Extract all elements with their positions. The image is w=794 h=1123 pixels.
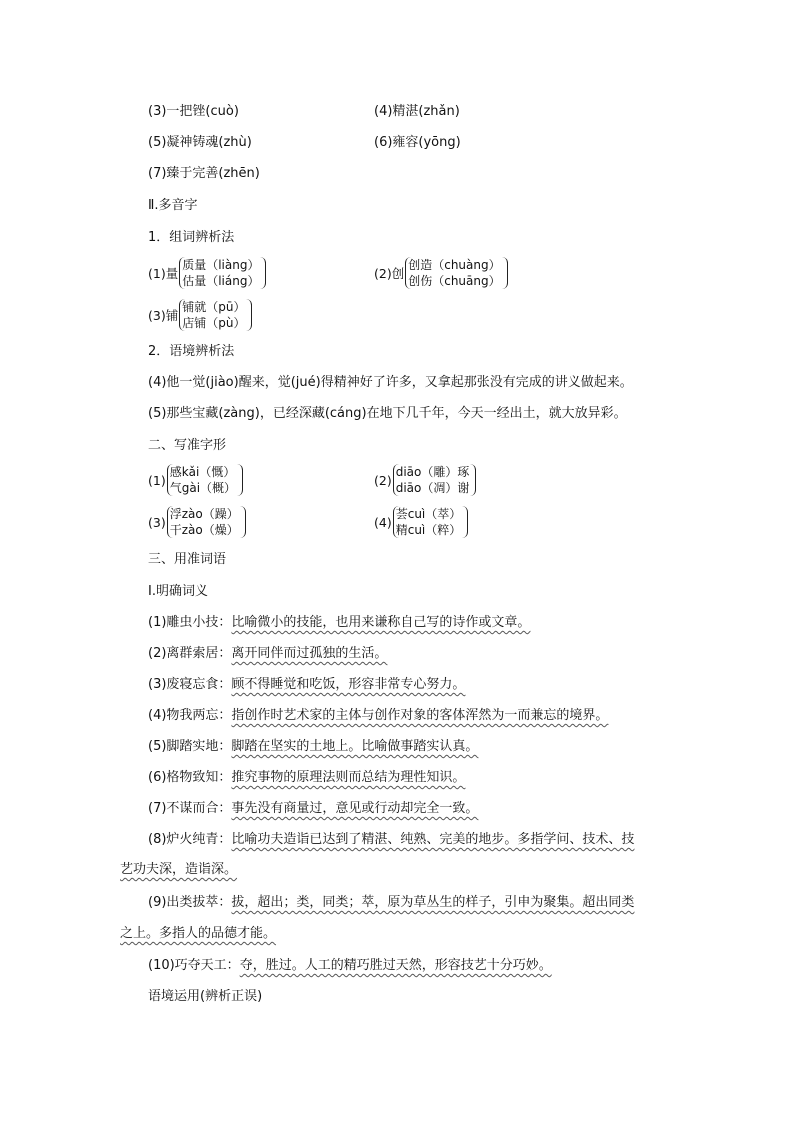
- glyph-group-1: [148, 464, 243, 496]
- definition-text: 事先没有商量过，意见或行动却完全一致。: [231, 801, 479, 816]
- option-a: diāo（雕）琢: [395, 465, 470, 479]
- option-a: 创造（chuàng）: [408, 258, 501, 272]
- group-label: (3)铺: [148, 308, 179, 323]
- option-b: diāo（凋）谢: [395, 481, 470, 495]
- glyph-group-2: [374, 464, 476, 496]
- item-7: (7)臻于完善(zhēn): [148, 166, 260, 181]
- definition-text: 离开同伴而过孤独的生活。: [231, 646, 388, 661]
- polyphone-group-1: [148, 257, 266, 289]
- option-b: 干zào（燥）: [169, 523, 239, 537]
- option-b: 店铺（pù）: [182, 316, 246, 330]
- definition-text: 指创作时艺术家的主体与创作对象的客体浑然为一而兼忘的境界。: [231, 708, 609, 723]
- term: (6)格物致知：: [148, 770, 232, 785]
- words-heading: 三、用准词语: [148, 552, 227, 567]
- item-6: (6)雍容(yōng): [374, 135, 461, 150]
- method2-title: 2．语境辨析法: [148, 344, 235, 359]
- definition-4: [148, 707, 608, 725]
- definition-6: [148, 769, 465, 787]
- term: (9)出类拔萃：: [148, 895, 232, 910]
- definition-8-line1: [148, 831, 634, 849]
- group-label: (4): [374, 514, 392, 530]
- definition-9-line2: [120, 925, 276, 943]
- polyphone-heading: Ⅱ.多音字: [148, 198, 198, 213]
- sentence-5: (5)那些宝藏(zàng)，已经深藏(cáng)在地下几千年，今天一经出土，就大放异彩。: [148, 406, 627, 421]
- term: (5)脚踏实地：: [148, 739, 232, 754]
- item-4: (4)精湛(zhǎn): [374, 104, 460, 119]
- polyphone-group-2: [374, 257, 508, 289]
- term: (7)不谋而合：: [148, 801, 232, 816]
- option-a: 铺就（pū）: [182, 300, 246, 314]
- definition-3: [148, 676, 465, 694]
- term: (8)炉火纯青：: [148, 832, 232, 847]
- option-b: 创伤（chuāng）: [408, 274, 501, 288]
- definition-9-line1: [148, 894, 634, 912]
- brace-options: [405, 257, 507, 289]
- group-label: (2)创: [374, 266, 405, 281]
- brace-options: [393, 506, 469, 538]
- brace-options: [179, 299, 252, 331]
- context-usage-heading: 语境运用(辨析正误): [148, 989, 263, 1004]
- term: (1)雕虫小技：: [148, 615, 232, 630]
- definition-10: [148, 957, 552, 975]
- brace-options: [167, 464, 243, 496]
- polyphone-group-3: [148, 299, 252, 331]
- definition-text: 顾不得睡觉和吃饭，形容非常专心努力。: [231, 677, 466, 692]
- brace-options: [167, 506, 246, 538]
- group-label: (1)量: [148, 266, 179, 281]
- option-a: 质量（liàng）: [182, 258, 260, 272]
- group-label: (3): [148, 514, 166, 530]
- definition-text: 之上。多指人的品德才能。: [120, 926, 277, 941]
- term: (10)巧夺天工：: [148, 958, 240, 973]
- words-subheading: Ⅰ.明确词义: [148, 584, 208, 599]
- option-b: 精cuì（粹）: [395, 523, 462, 537]
- option-b: 气gài（概）: [169, 481, 237, 495]
- glyph-group-3: [148, 506, 246, 538]
- brace-options: [179, 257, 266, 289]
- group-label: (1): [148, 472, 166, 488]
- option-b: 估量（liáng）: [182, 274, 260, 288]
- definition-2: [148, 645, 387, 663]
- option-a: 荟cuì（萃）: [395, 507, 462, 521]
- definition-text: 艺功夫深，造诣深。: [120, 862, 238, 877]
- definition-text: 夺，胜过。人工的精巧胜过天然，形容技艺十分巧妙。: [239, 958, 552, 973]
- definition-text: 比喻功夫造诣已达到了精湛、纯熟、完美的地步。多指学问、技术、技: [231, 832, 635, 847]
- method1-title: 1．组词辨析法: [148, 230, 235, 245]
- glyphs-heading: 二、写准字形: [148, 438, 227, 453]
- definition-8-line2: [120, 861, 237, 879]
- option-a: 感kǎi（慨）: [169, 465, 236, 479]
- term: (4)物我两忘：: [148, 708, 232, 723]
- definition-text: 比喻微小的技能，也用来谦称自己写的诗作或文章。: [231, 615, 531, 630]
- item-5: (5)凝神铸魂(zhù): [148, 135, 252, 150]
- sentence-4: (4)他一觉(jiào)醒来，觉(jué)得精神好了许多，又拿起那张没有完成的讲义做起来。: [148, 375, 633, 390]
- definition-text: 推究事物的原理法则而总结为理性知识。: [231, 770, 466, 785]
- group-label: (2): [374, 472, 392, 488]
- glyph-group-4: [374, 506, 468, 538]
- term: (2)离群索居：: [148, 646, 232, 661]
- definition-1: [148, 614, 530, 632]
- term: (3)废寝忘食：: [148, 677, 232, 692]
- definition-7: [148, 800, 478, 818]
- definition-text: 脚踏在坚实的土地上。比喻做事踏实认真。: [231, 739, 479, 754]
- item-3: (3)一把锉(cuò): [148, 104, 239, 119]
- definition-text: 拔，超出；类，同类；萃，原为草丛生的样子，引申为聚集。超出同类: [231, 895, 635, 910]
- brace-options: [393, 464, 477, 496]
- option-a: 浮zào（躁）: [169, 507, 239, 521]
- definition-5: [148, 738, 478, 756]
